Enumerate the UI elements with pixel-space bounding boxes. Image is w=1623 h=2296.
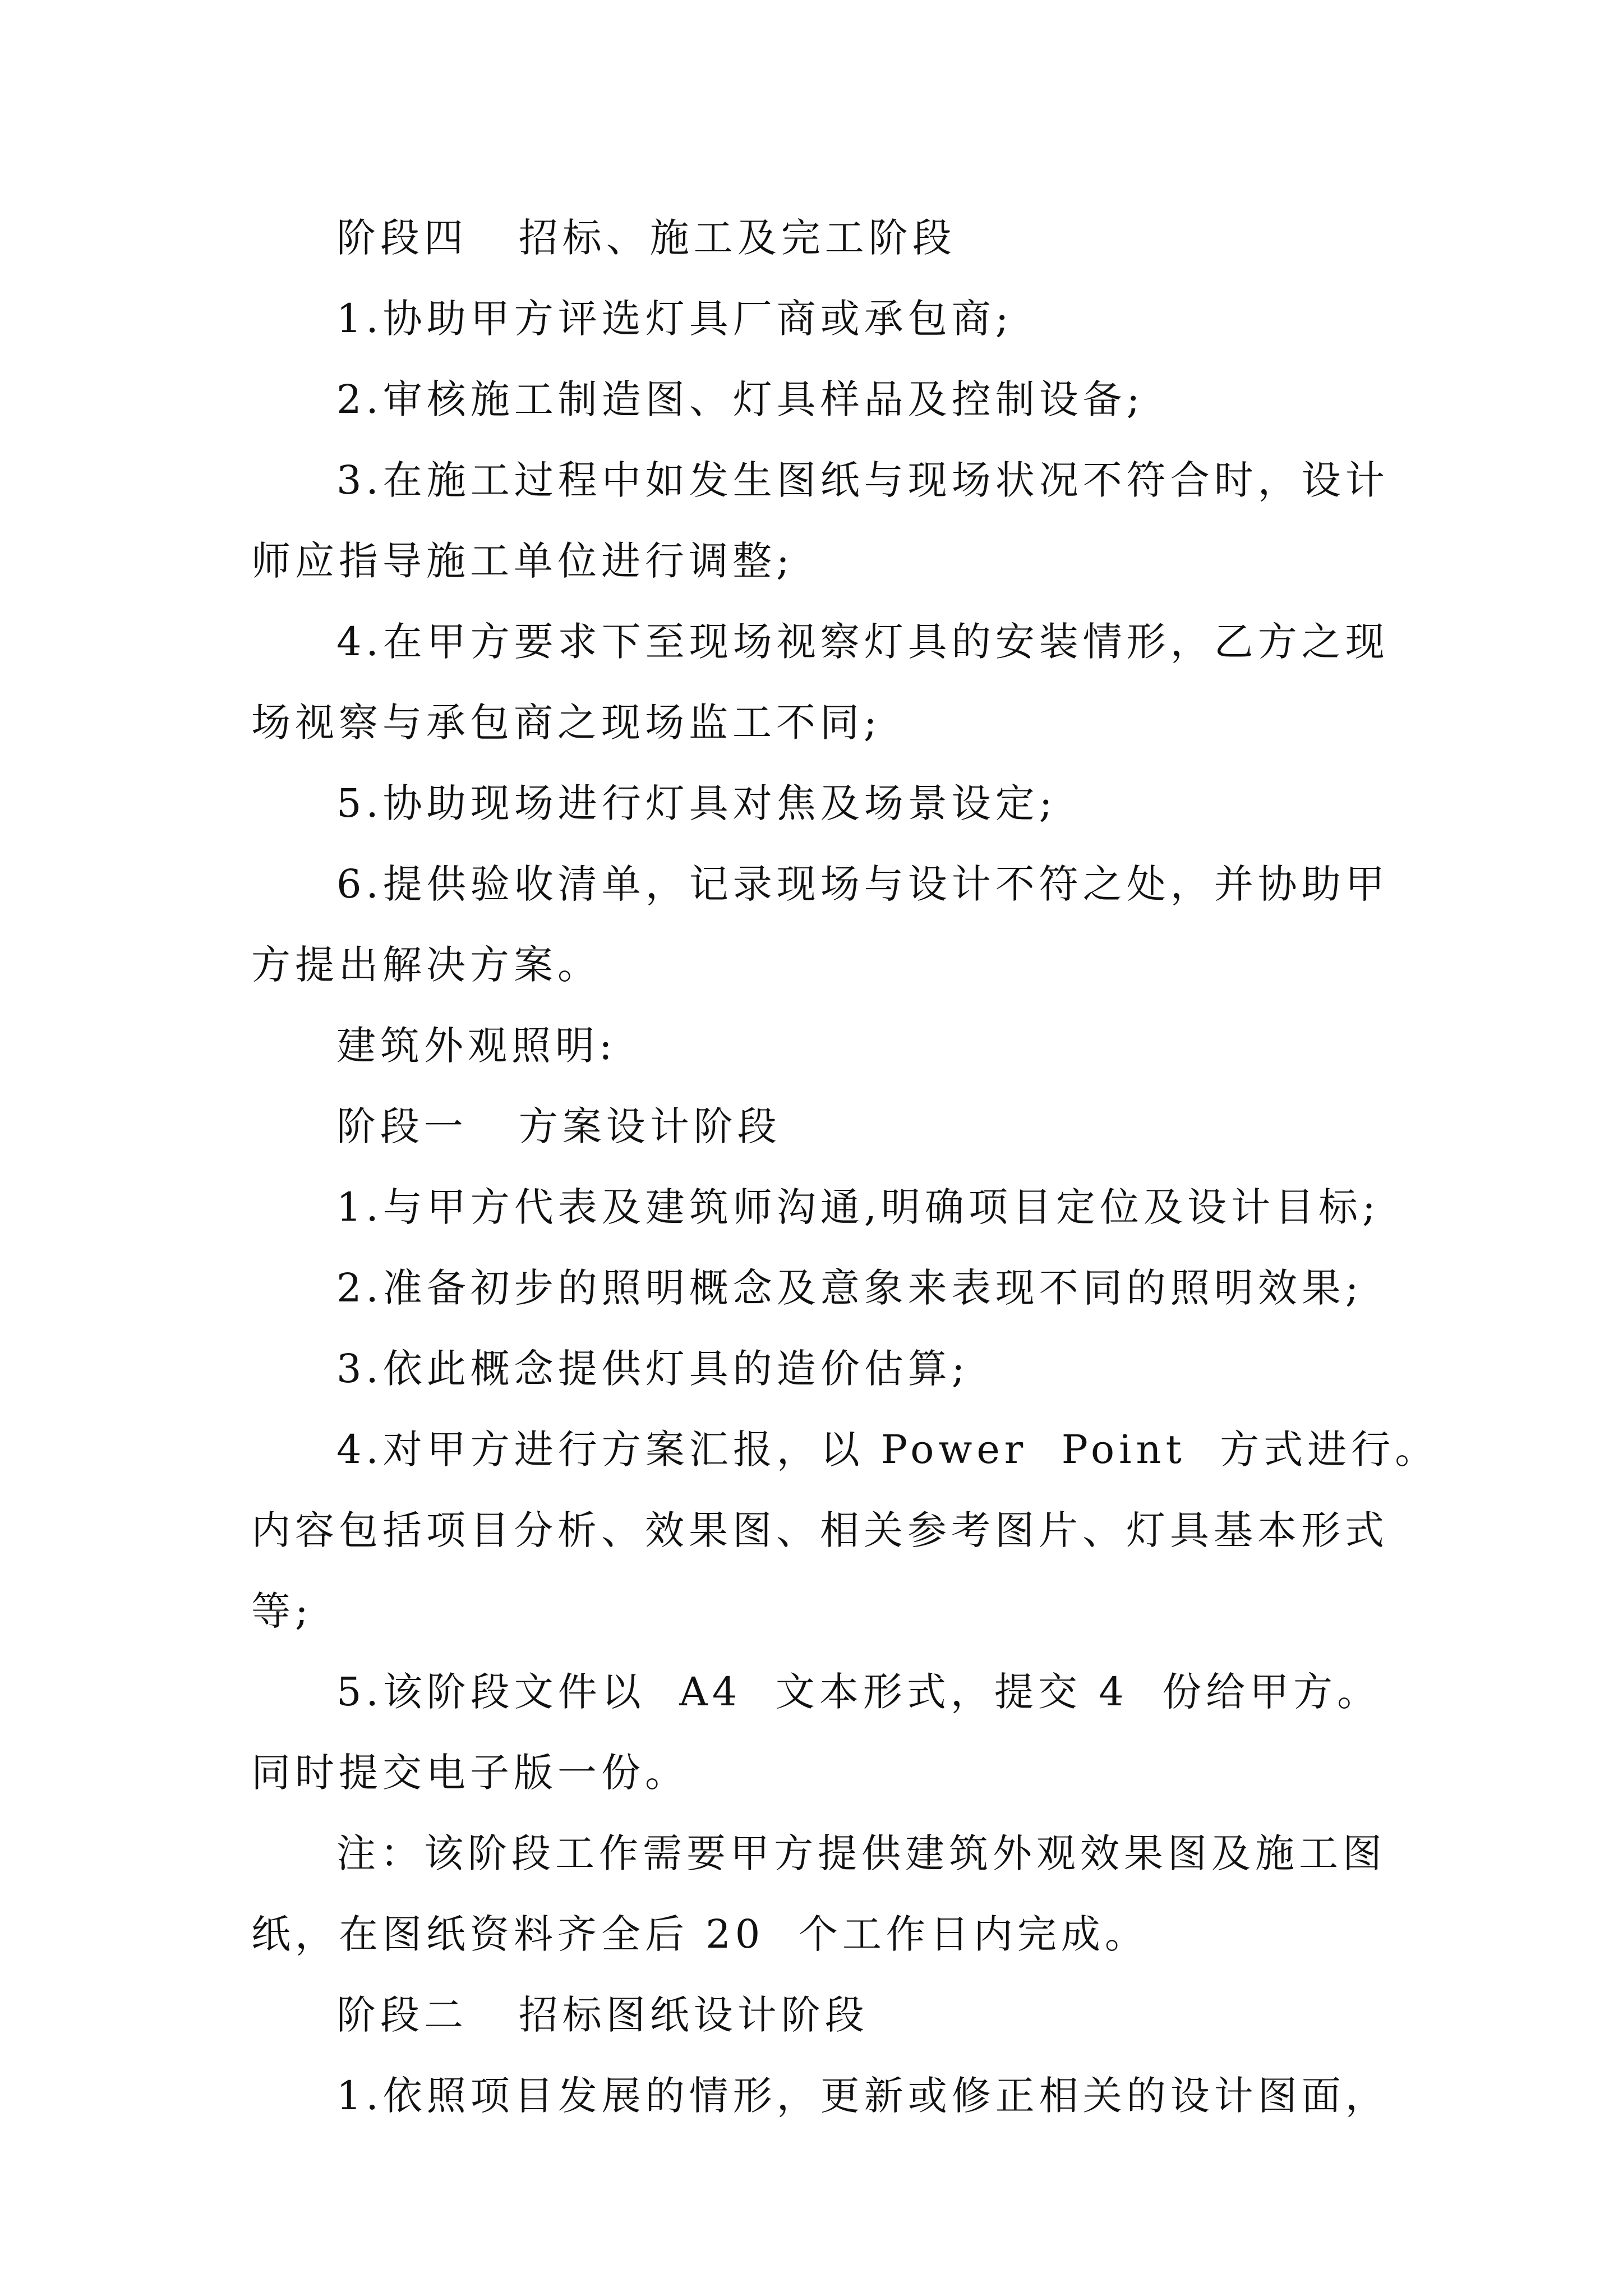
note-line: 纸，在图纸资料齐全后 20 个工作日内完成。 (251, 1911, 1149, 1957)
section-heading-stage-1: 阶段一 方案设计阶段 (336, 1103, 781, 1149)
note-line: 注：该阶段工作需要甲方提供建筑外观效果图及施工图 (336, 1830, 1386, 1876)
paragraph-line: 内容包括项目分析、效果图、相关参考图片、灯具基本形式 (251, 1507, 1389, 1553)
section-heading-stage-4: 阶段四 招标、施工及完工阶段 (336, 215, 956, 261)
paragraph-line: 4.对甲方进行方案汇报，以 Power Point 方式进行。 (336, 1427, 1439, 1473)
paragraph-line: 5.该阶段文件以 A4 文本形式，提交 4 份给甲方。 (336, 1669, 1381, 1715)
paragraph-line: 2.审核施工制造图、灯具样品及控制设备; (336, 376, 1145, 422)
paragraph-line: 6.提供验收清单，记录现场与设计不符之处，并协助甲 (336, 861, 1389, 907)
section-heading-stage-2: 阶段二 招标图纸设计阶段 (336, 1992, 869, 2038)
paragraph-line: 师应指导施工单位进行调整; (251, 538, 794, 584)
paragraph-line: 3.在施工过程中如发生图纸与现场状况不符合时，设计 (336, 457, 1389, 503)
paragraph-line: 3.依此概念提供灯具的造价估算; (336, 1346, 970, 1392)
paragraph-line: 2.准备初步的照明概念及意象来表现不同的照明效果; (336, 1265, 1363, 1311)
paragraph-line: 同时提交电子版一份。 (251, 1750, 689, 1796)
paragraph-line: 1.协助甲方评选灯具厂商或承包商; (336, 296, 1013, 342)
paragraph-line: 4.在甲方要求下至现场视察灯具的安装情形，乙方之现 (336, 619, 1389, 665)
paragraph-line: 1.与甲方代表及建筑师沟通,明确项目定位及设计目标; (336, 1184, 1380, 1230)
paragraph-line: 5.协助现场进行灯具对焦及场景设定; (336, 780, 1057, 826)
paragraph-line: 场视察与承包商之现场监工不同; (251, 700, 882, 746)
paragraph-line: 方提出解决方案。 (251, 942, 601, 988)
document-page (251, 197, 1439, 2136)
paragraph-line: 1.依照项目发展的情形，更新或修正相关的设计图面， (336, 2073, 1389, 2119)
paragraph-line: 等; (251, 1588, 313, 1634)
section-heading-exterior-lighting: 建筑外观照明: (336, 1023, 617, 1069)
